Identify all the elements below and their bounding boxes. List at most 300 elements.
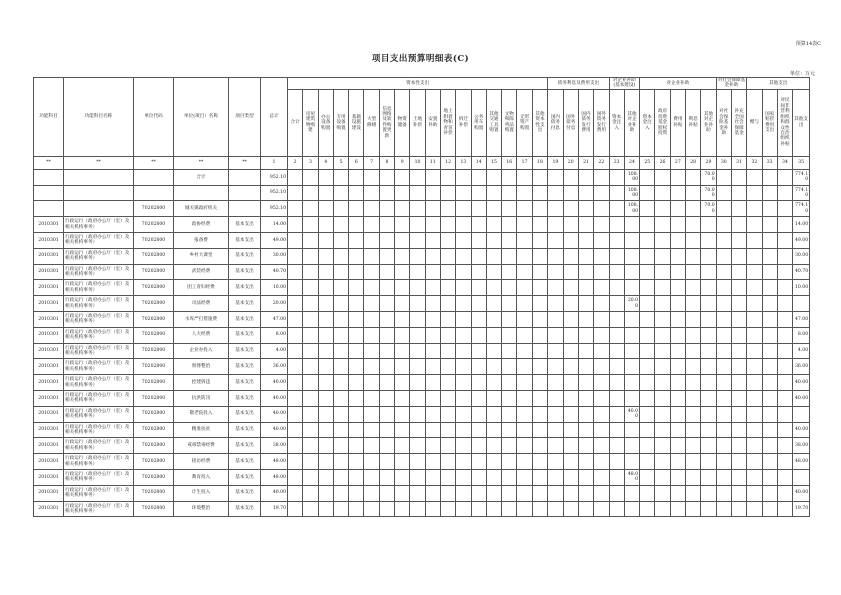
value-cell <box>502 390 517 406</box>
value-cell <box>395 438 410 454</box>
value-cell <box>548 454 563 470</box>
value-cell <box>747 280 762 296</box>
value-cell <box>349 422 364 438</box>
project-name-cell: 戒毒禁毒经费 <box>174 438 229 454</box>
value-cell <box>517 296 532 312</box>
value-cell <box>685 375 700 391</box>
value-cell <box>670 469 685 485</box>
value-cell <box>655 327 670 343</box>
value-cell: 10.00 <box>793 280 810 296</box>
function-code-cell <box>34 185 64 201</box>
value-cell <box>609 264 624 280</box>
value-cell <box>762 501 777 517</box>
function-code-cell: 2010301 <box>34 264 64 280</box>
unit-code-cell: 70202800 <box>134 311 174 327</box>
value-cell <box>624 264 639 280</box>
total-cell: 952.10 <box>261 169 288 185</box>
value-cell <box>701 359 716 375</box>
value-cell <box>777 454 792 470</box>
value-cell <box>364 469 379 485</box>
value-cell <box>716 375 731 391</box>
value-cell <box>578 201 593 217</box>
value-cell <box>364 501 379 517</box>
table-row <box>34 438 810 454</box>
value-cell <box>425 201 440 217</box>
value-cell <box>594 469 609 485</box>
value-cell <box>395 201 410 217</box>
value-cell <box>288 248 303 264</box>
value-cell <box>640 501 655 517</box>
value-cell <box>410 501 425 517</box>
value-cell <box>379 406 394 422</box>
value-cell <box>670 311 685 327</box>
project-name-cell: 政协经费 <box>174 217 229 233</box>
function-code-cell: 2010301 <box>34 311 64 327</box>
value-cell <box>318 169 333 185</box>
value-cell: 40.00 <box>793 375 810 391</box>
value-cell <box>410 201 425 217</box>
value-cell <box>609 375 624 391</box>
project-name-cell: 精准扶贫 <box>174 422 229 438</box>
index-cell: 30 <box>716 156 731 169</box>
total-cell: 10.00 <box>261 280 288 296</box>
value-cell <box>731 280 746 296</box>
index-cell: 16 <box>502 156 517 169</box>
value-cell <box>440 406 455 422</box>
project-name-cell: 团工青妇经费 <box>174 280 229 296</box>
header-cell: 功能科目 <box>34 78 64 157</box>
total-cell: 40.00 <box>261 485 288 501</box>
sub-header: 对社会保险基金补助 <box>716 89 731 156</box>
value-cell <box>517 311 532 327</box>
value-cell <box>548 311 563 327</box>
value-cell <box>303 485 318 501</box>
value-cell <box>333 201 348 217</box>
value-cell <box>502 422 517 438</box>
value-cell <box>410 327 425 343</box>
value-cell <box>456 248 471 264</box>
value-cell <box>670 233 685 249</box>
value-cell <box>578 233 593 249</box>
value-cell <box>440 501 455 517</box>
value-cell <box>670 201 685 217</box>
value-cell <box>747 343 762 359</box>
value-cell <box>548 390 563 406</box>
value-cell <box>379 201 394 217</box>
value-cell <box>379 296 394 312</box>
value-cell <box>502 406 517 422</box>
project-type-cell: 基本支出 <box>229 469 261 485</box>
total-cell: 40.70 <box>261 264 288 280</box>
value-cell <box>425 296 440 312</box>
value-cell: 70.00 <box>701 201 716 217</box>
value-cell <box>303 501 318 517</box>
value-cell <box>670 327 685 343</box>
value-cell <box>379 422 394 438</box>
value-cell <box>701 406 716 422</box>
value-cell <box>425 280 440 296</box>
value-cell <box>685 217 700 233</box>
header-cell: 单位代码 <box>134 78 174 157</box>
value-cell <box>440 264 455 280</box>
value-cell <box>655 375 670 391</box>
function-name-cell: 行政运行（政府办公厅（室）及相关机构事务） <box>64 406 134 422</box>
value-cell <box>318 406 333 422</box>
value-cell <box>578 438 593 454</box>
value-cell <box>471 248 486 264</box>
value-cell <box>670 406 685 422</box>
value-cell <box>731 485 746 501</box>
value-cell <box>303 264 318 280</box>
value-cell <box>395 454 410 470</box>
value-cell <box>777 185 792 201</box>
value-cell <box>609 233 624 249</box>
page-title: 项目支出预算明细表(C) <box>371 54 470 64</box>
project-type-cell: 基本支出 <box>229 264 261 280</box>
value-cell <box>578 169 593 185</box>
unit-code-cell: 70202800 <box>134 375 174 391</box>
value-cell <box>716 390 731 406</box>
value-cell <box>594 296 609 312</box>
value-cell <box>502 201 517 217</box>
value-cell <box>563 217 578 233</box>
value-cell <box>532 469 548 485</box>
value-cell <box>716 264 731 280</box>
value-cell <box>288 201 303 217</box>
index-cell: 1 <box>261 156 288 169</box>
value-cell <box>747 233 762 249</box>
value-cell <box>716 280 731 296</box>
sub-header: 拆迁补偿 <box>456 89 471 156</box>
value-cell <box>594 454 609 470</box>
unit-code-cell: 70202800 <box>134 390 174 406</box>
sub-header: 对民间非营利组织和群众性自治组织补贴 <box>777 89 792 156</box>
value-cell <box>655 343 670 359</box>
total-cell: 40.00 <box>261 390 288 406</box>
value-cell <box>578 469 593 485</box>
value-cell <box>440 454 455 470</box>
value-cell <box>379 169 394 185</box>
value-cell <box>640 359 655 375</box>
value-cell <box>716 438 731 454</box>
project-name-cell: 人大经费 <box>174 327 229 343</box>
value-cell <box>333 454 348 470</box>
value-cell <box>594 327 609 343</box>
value-cell <box>471 311 486 327</box>
value-cell <box>288 359 303 375</box>
table-row <box>34 327 810 343</box>
value-cell <box>333 296 348 312</box>
value-cell <box>624 343 639 359</box>
unit-code-cell: 70202800 <box>134 233 174 249</box>
value-cell <box>349 469 364 485</box>
value-cell <box>288 422 303 438</box>
value-cell <box>731 422 746 438</box>
value-cell <box>486 375 501 391</box>
value-cell <box>563 248 578 264</box>
index-cell: 23 <box>609 156 624 169</box>
value-cell <box>701 327 716 343</box>
value-cell <box>624 390 639 406</box>
value-cell <box>731 185 746 201</box>
value-cell <box>456 233 471 249</box>
value-cell <box>640 375 655 391</box>
value-cell <box>624 248 639 264</box>
value-cell <box>594 248 609 264</box>
sub-header: 办公设备购置 <box>318 89 333 156</box>
index-cell: 20 <box>563 156 578 169</box>
project-type-cell: 基本支出 <box>229 390 261 406</box>
value-cell <box>594 280 609 296</box>
value-cell <box>349 264 364 280</box>
value-cell <box>578 296 593 312</box>
value-cell <box>670 296 685 312</box>
index-cell: 18 <box>532 156 548 169</box>
value-cell <box>670 343 685 359</box>
value-cell <box>333 406 348 422</box>
value-cell <box>395 185 410 201</box>
value-cell <box>425 327 440 343</box>
value-cell <box>502 185 517 201</box>
function-code-cell: 2010301 <box>34 327 64 343</box>
sub-header: 资本金注入 <box>609 89 624 156</box>
value-cell <box>747 501 762 517</box>
value-cell <box>731 217 746 233</box>
value-cell <box>502 327 517 343</box>
value-cell <box>762 327 777 343</box>
value-cell <box>502 359 517 375</box>
value-cell <box>747 390 762 406</box>
value-cell <box>731 375 746 391</box>
project-name-cell: 合计 <box>174 169 229 185</box>
function-name-cell <box>64 185 134 201</box>
value-cell <box>640 169 655 185</box>
index-cell: 9 <box>395 156 410 169</box>
value-cell <box>333 185 348 201</box>
value-cell <box>410 264 425 280</box>
value-cell: 40.00 <box>793 485 810 501</box>
value-cell: 108.00 <box>624 169 639 185</box>
function-name-cell: 行政运行（政府办公厅（室）及相关机构事务） <box>64 501 134 517</box>
value-cell <box>318 280 333 296</box>
value-cell <box>318 501 333 517</box>
value-cell: 36.00 <box>793 359 810 375</box>
value-cell <box>486 343 501 359</box>
value-cell <box>747 375 762 391</box>
value-cell <box>548 501 563 517</box>
value-cell <box>609 343 624 359</box>
value-cell <box>762 169 777 185</box>
value-cell <box>670 359 685 375</box>
value-cell <box>563 201 578 217</box>
value-cell <box>379 248 394 264</box>
value-cell <box>762 280 777 296</box>
value-cell <box>410 248 425 264</box>
value-cell <box>670 501 685 517</box>
value-cell <box>640 201 655 217</box>
value-cell <box>456 469 471 485</box>
value-cell: 70.00 <box>701 169 716 185</box>
value-cell <box>517 327 532 343</box>
header-cell: 功能科目名称 <box>64 78 134 157</box>
value-cell <box>425 422 440 438</box>
value-cell <box>410 280 425 296</box>
value-cell <box>502 343 517 359</box>
value-cell <box>563 169 578 185</box>
value-cell <box>655 438 670 454</box>
value-cell <box>349 454 364 470</box>
sub-header: 其他资本性支出 <box>532 89 548 156</box>
value-cell <box>762 406 777 422</box>
value-cell <box>594 406 609 422</box>
value-cell <box>288 469 303 485</box>
value-cell <box>471 422 486 438</box>
value-cell <box>762 185 777 201</box>
value-cell <box>440 375 455 391</box>
sub-header: 其他对企业补助 <box>624 89 639 156</box>
project-name-cell: 环境整治 <box>174 501 229 517</box>
sub-header: 基础设施建设 <box>349 89 364 156</box>
value-cell <box>318 185 333 201</box>
table-row <box>34 406 810 422</box>
value-cell <box>747 327 762 343</box>
value-cell <box>563 343 578 359</box>
value-cell <box>349 280 364 296</box>
value-cell <box>731 501 746 517</box>
sub-header: 物资储备 <box>395 89 410 156</box>
value-cell <box>379 185 394 201</box>
value-cell <box>379 217 394 233</box>
index-cell: 4 <box>318 156 333 169</box>
value-cell <box>486 359 501 375</box>
value-cell <box>548 327 563 343</box>
value-cell <box>777 264 792 280</box>
value-cell <box>594 375 609 391</box>
function-name-cell: 行政运行（政府办公厅（室）及相关机构事务） <box>64 485 134 501</box>
value-cell <box>395 264 410 280</box>
sub-header: 无形资产购置 <box>517 89 532 156</box>
value-cell: 40.00 <box>793 390 810 406</box>
total-cell: 38.00 <box>261 438 288 454</box>
value-cell <box>563 390 578 406</box>
value-cell <box>609 248 624 264</box>
unit-code-cell: 70202800 <box>134 217 174 233</box>
value-cell <box>517 201 532 217</box>
value-cell <box>747 248 762 264</box>
value-cell <box>486 248 501 264</box>
value-cell <box>609 390 624 406</box>
value-cell: 40.70 <box>793 264 810 280</box>
value-cell <box>410 375 425 391</box>
value-cell <box>318 327 333 343</box>
value-cell <box>440 296 455 312</box>
value-cell <box>486 217 501 233</box>
value-cell <box>777 422 792 438</box>
value-cell <box>655 248 670 264</box>
unit-code-cell: 70202800 <box>134 327 174 343</box>
index-cell: 29 <box>701 156 716 169</box>
sub-header: 国家赔偿费用支出 <box>762 89 777 156</box>
table-row <box>34 390 810 406</box>
value-cell <box>609 469 624 485</box>
value-cell <box>670 390 685 406</box>
value-cell <box>303 469 318 485</box>
value-cell <box>425 359 440 375</box>
value-cell <box>471 264 486 280</box>
value-cell <box>410 469 425 485</box>
table-row <box>34 264 810 280</box>
value-cell <box>685 485 700 501</box>
value-cell <box>747 359 762 375</box>
value-cell <box>578 217 593 233</box>
value-cell <box>425 454 440 470</box>
value-cell: 19.70 <box>793 501 810 517</box>
sub-header: 文物和陈列品购置 <box>502 89 517 156</box>
project-type-cell: 基本支出 <box>229 248 261 264</box>
project-type-cell: 基本支出 <box>229 343 261 359</box>
value-cell <box>532 406 548 422</box>
value-cell <box>395 296 410 312</box>
form-code: 预算14表C <box>795 41 821 47</box>
value-cell <box>640 390 655 406</box>
value-cell <box>731 201 746 217</box>
value-cell <box>578 280 593 296</box>
value-cell <box>486 390 501 406</box>
value-cell <box>578 485 593 501</box>
function-name-cell: 行政运行（政府办公厅（室）及相关机构事务） <box>64 327 134 343</box>
value-cell <box>471 454 486 470</box>
sub-header: 专用设备购置 <box>333 89 348 156</box>
value-cell <box>624 327 639 343</box>
project-name-cell: 教育投入 <box>174 469 229 485</box>
value-cell <box>670 454 685 470</box>
value-cell <box>364 296 379 312</box>
value-cell <box>777 233 792 249</box>
value-cell <box>517 280 532 296</box>
value-cell: 48.00 <box>624 469 639 485</box>
value-cell <box>471 390 486 406</box>
value-cell <box>532 311 548 327</box>
value-cell <box>548 296 563 312</box>
value-cell <box>624 359 639 375</box>
value-cell <box>655 469 670 485</box>
sub-header: 利息补贴 <box>685 89 700 156</box>
value-cell <box>440 422 455 438</box>
value-cell <box>578 185 593 201</box>
total-cell: 48.00 <box>261 469 288 485</box>
value-cell <box>716 454 731 470</box>
value-cell <box>762 469 777 485</box>
group-header: 资本性支出 <box>288 78 548 90</box>
project-type-cell: 基本支出 <box>229 501 261 517</box>
value-cell <box>502 438 517 454</box>
value-cell <box>548 406 563 422</box>
value-cell <box>333 311 348 327</box>
project-name-cell: 乡村大课堂 <box>174 248 229 264</box>
value-cell <box>303 390 318 406</box>
value-cell <box>364 201 379 217</box>
value-cell <box>747 438 762 454</box>
value-cell <box>609 359 624 375</box>
value-cell <box>288 501 303 517</box>
value-cell <box>609 501 624 517</box>
value-cell <box>716 485 731 501</box>
value-cell <box>486 501 501 517</box>
value-cell <box>303 296 318 312</box>
value-cell <box>456 390 471 406</box>
value-cell <box>471 438 486 454</box>
value-cell <box>594 169 609 185</box>
